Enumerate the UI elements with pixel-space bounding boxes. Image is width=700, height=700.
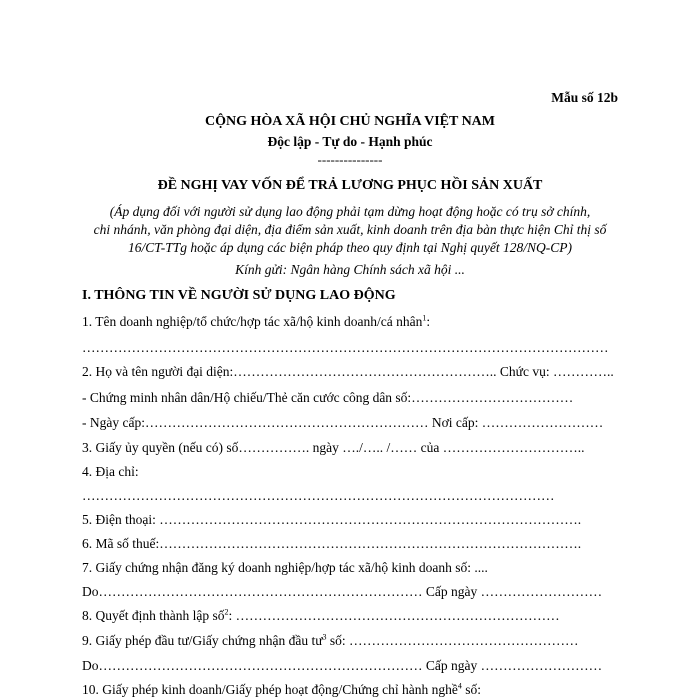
- nation-header: CỘNG HÒA XÃ HỘI CHỦ NGHĨA VIỆT NAM: [204, 114, 495, 129]
- field-10-fill: số:: [461, 682, 482, 697]
- field-2-id-number: - Chứng minh nhân dân/Hộ chiếu/Thẻ căn cước công dân số:………………………………: [82, 390, 574, 405]
- header-separator: ---------------: [317, 152, 383, 167]
- field-5-phone: 5. Điện thoại: ………………………………………………………………………………….: [82, 512, 582, 527]
- field-3-authorization: 3. Giấy ủy quyền (nếu có) số……………. ngày …./….. /…… của …………………………..: [82, 440, 585, 455]
- footnote-1-ref: 1: [422, 313, 427, 323]
- footnote-2-ref: 2: [224, 607, 229, 617]
- scope-note-line-1: (Áp dụng đối với người sử dụng lao động phải tạm dừng hoạt động hoặc có trụ sở chính,: [109, 204, 591, 219]
- form-number: Mẫu số 12b: [551, 90, 618, 105]
- field-8-fill: : ………………………………………………………………: [228, 608, 560, 623]
- field-2-representative: 2. Họ và tên người đại diện:………………………………………………….. Chức vụ: …………..: [82, 364, 614, 379]
- scope-note-line-3: 16/CT-TTg hoặc áp dụng các biện pháp theo quy định tại Nghị quyết 128/NQ-CP): [127, 240, 573, 255]
- field-10-business-license: [82, 682, 481, 698]
- document-title: ĐỀ NGHỊ VAY VỐN ĐỂ TRẢ LƯƠNG PHỤC HỒI SẢN XUẤT: [157, 178, 543, 193]
- footnote-3-ref: 3: [322, 632, 327, 642]
- field-4-fill-line: ……………………………………………………………………………………………: [82, 488, 555, 503]
- section-1-heading: I. THÔNG TIN VỀ NGƯỜI SỬ DỤNG LAO ĐỘNG: [82, 288, 396, 303]
- motto: Độc lập - Tự do - Hạnh phúc: [267, 134, 433, 149]
- field-1-colon: :: [426, 314, 431, 329]
- scope-note-line-2: chi nhánh, văn phòng đại diện, địa điểm sản xuất, kinh doanh trên địa bàn thực hiện Chỉ thị số: [93, 222, 607, 237]
- field-4-address: 4. Địa chỉ:: [82, 464, 139, 479]
- field-9-label: 9. Giấy phép đầu tư/Giấy chứng nhận đầu tư: [82, 633, 323, 648]
- field-2-issue-date: - Ngày cấp:……………………………………………………… Nơi cấp: ………………………: [82, 415, 604, 430]
- field-8-label: 8. Quyết định thành lập số: [82, 608, 225, 623]
- field-7-registration: 7. Giấy chứng nhận đăng ký doanh nghiệp/hợp tác xã/hộ kinh doanh số: ....: [82, 560, 488, 575]
- field-9-issued-by: Do……………………………………………………………… Cấp ngày ………………………: [82, 658, 603, 673]
- field-1-business-name: [82, 314, 430, 330]
- greeting: Kính gửi: Ngân hàng Chính sách xã hội ...: [235, 262, 465, 277]
- field-7-issued-by: Do……………………………………………………………… Cấp ngày ………………………: [82, 584, 603, 599]
- field-8-establishment-decision: [82, 608, 560, 624]
- field-1-label: 1. Tên doanh nghiệp/tổ chức/hợp tác xã/hộ kinh doanh/cá nhân: [82, 314, 423, 329]
- field-10-label: 10. Giấy phép kinh doanh/Giấy phép hoạt động/Chứng chỉ hành nghề: [82, 682, 458, 697]
- field-1-fill-line: ………………………………………………………………………………………………………: [82, 340, 609, 355]
- field-9-investment-license: [82, 633, 579, 649]
- footnote-4-ref: 4: [457, 681, 462, 691]
- field-6-tax-code: 6. Mã số thuế:………………………………………………………………………………….: [82, 536, 582, 551]
- field-9-fill: số: ……………………………………………: [326, 633, 579, 648]
